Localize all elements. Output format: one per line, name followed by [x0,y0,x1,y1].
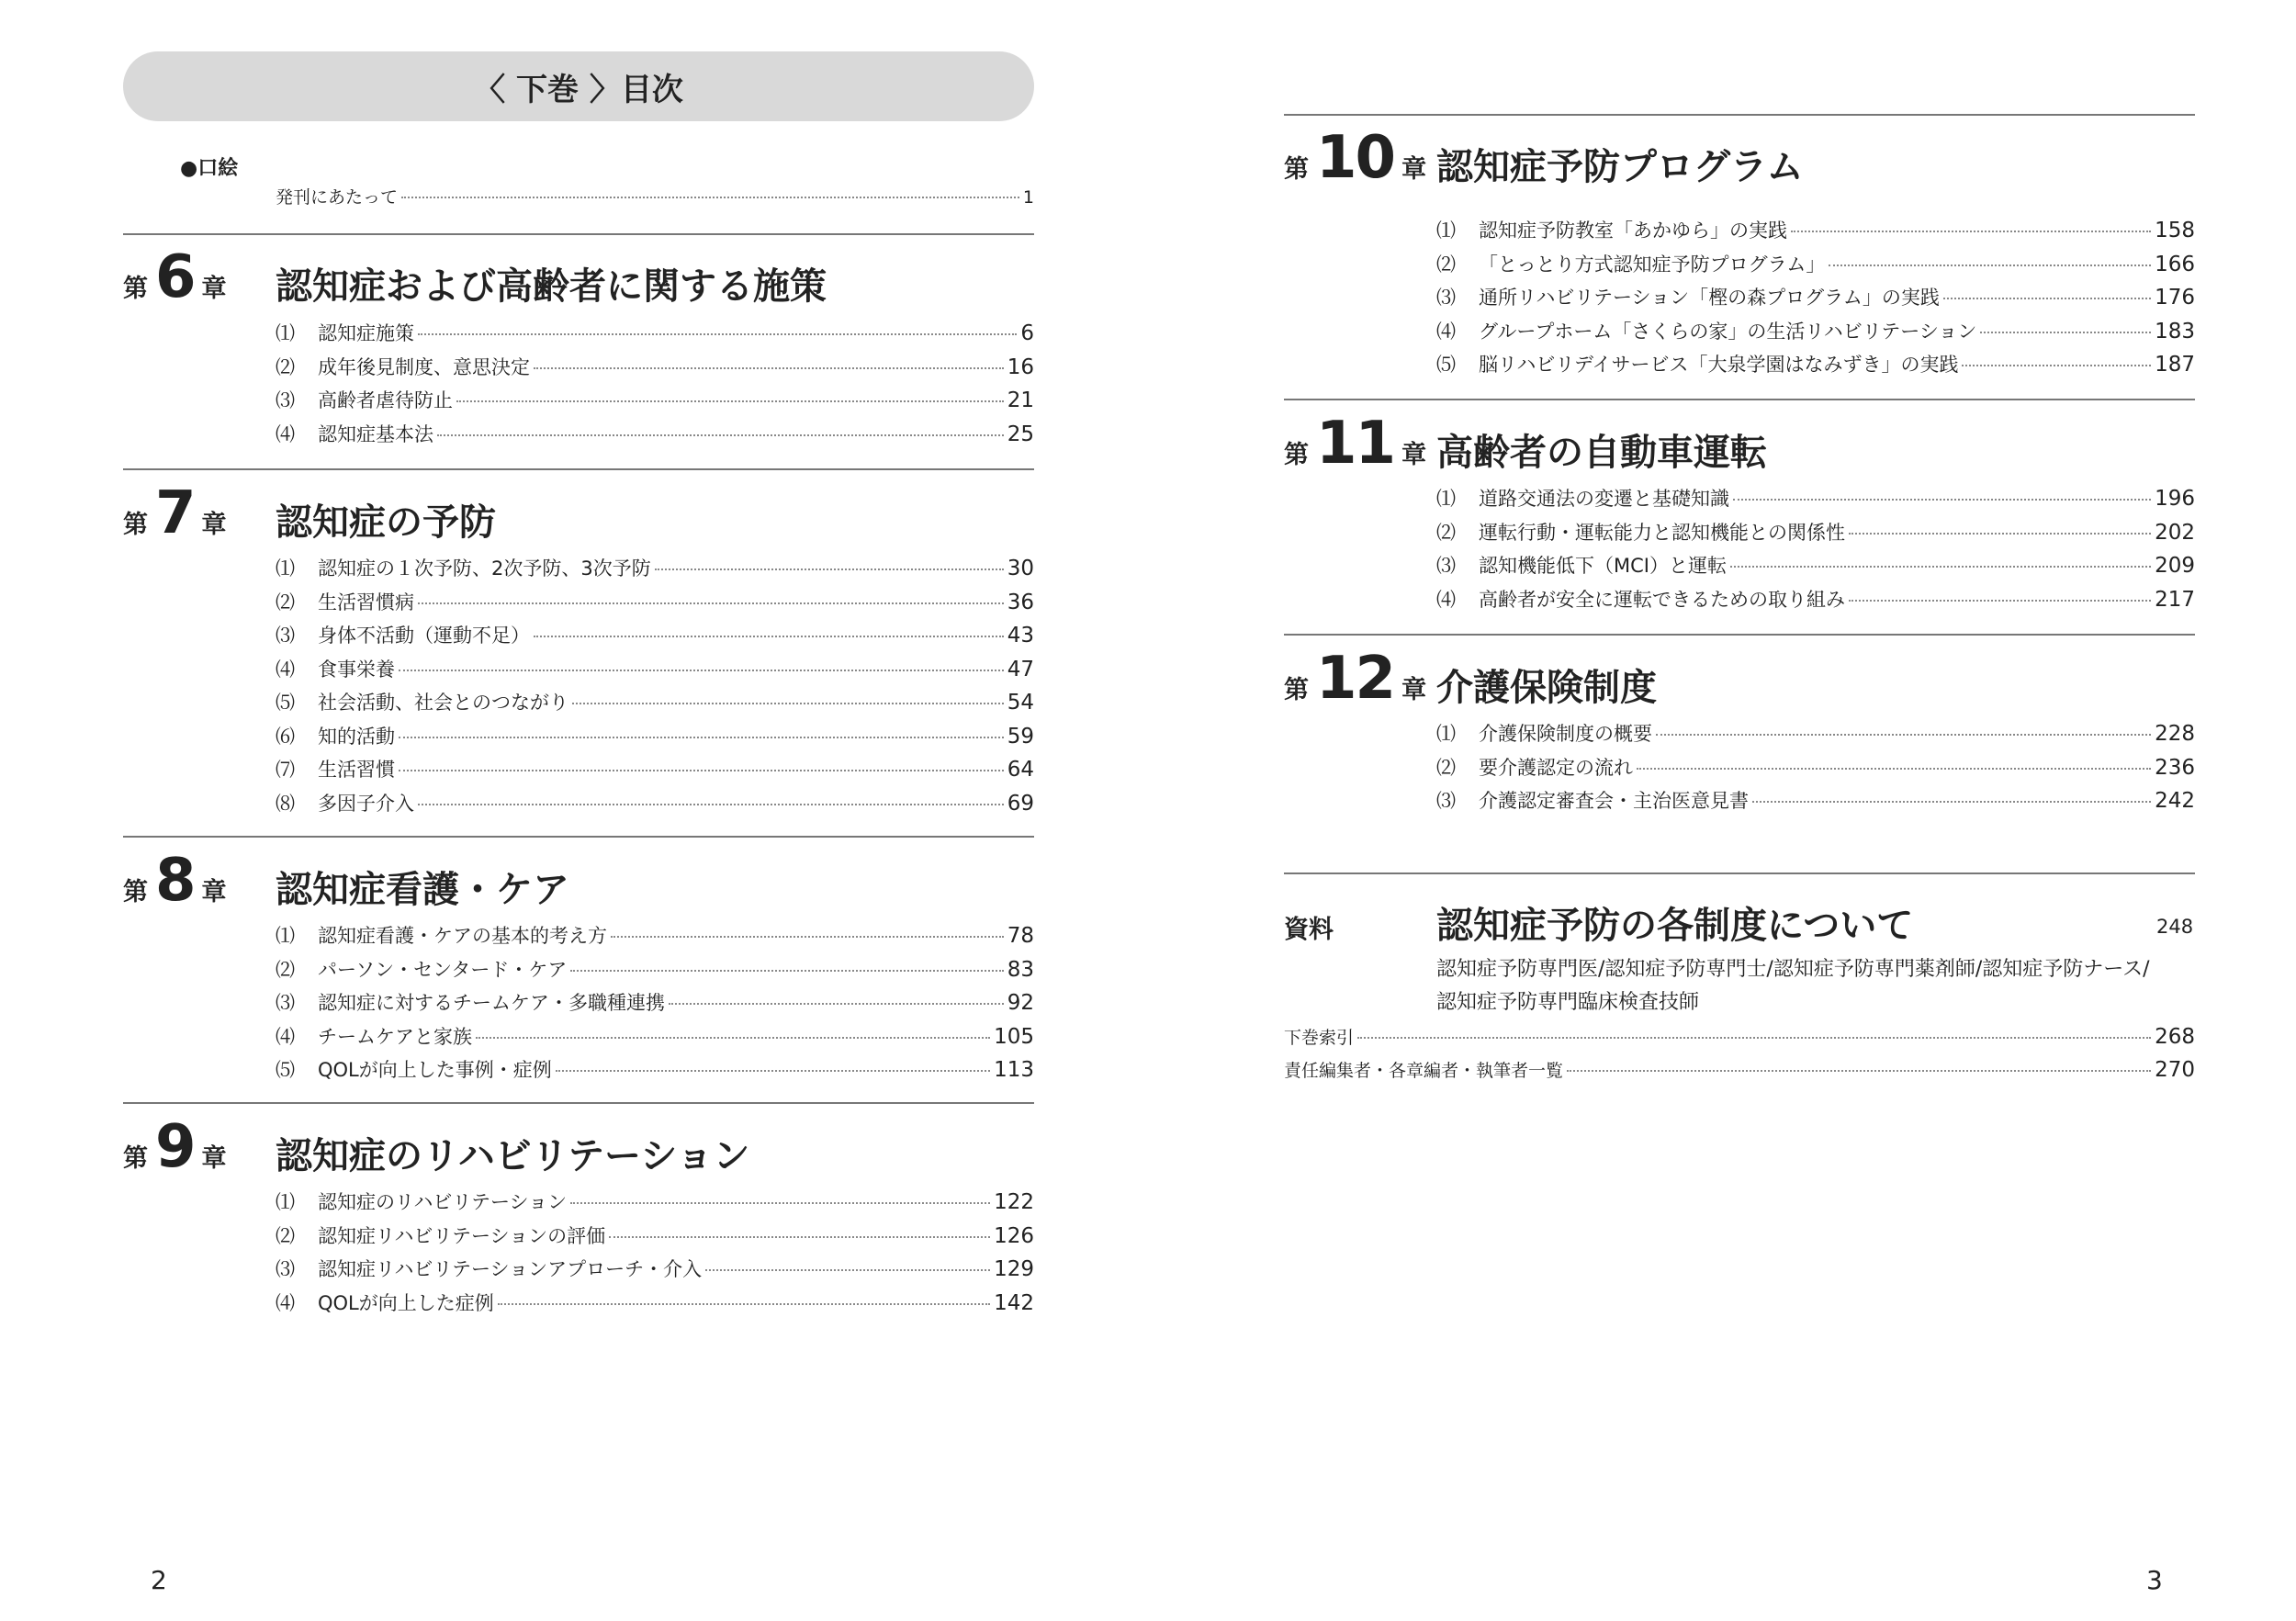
dot-leader [655,568,1004,570]
entry-index: ⑵ [276,959,295,981]
toc-entry[interactable] [276,956,1034,984]
entry-index: ⑵ [276,1225,295,1247]
toc-entry[interactable] [1436,519,2195,546]
toc-entry[interactable] [276,622,1034,649]
entry-title: 認知症に対するチームケア・多職種連携 [318,992,665,1014]
toc-entry[interactable] [1436,754,2195,782]
chapter-suffix: 章 [201,1144,227,1173]
entry-page: 25 [1007,422,1034,446]
toc-entry[interactable] [1436,586,2195,614]
entry-page: 209 [2155,554,2195,578]
entry-page: 64 [1007,758,1034,782]
toc-entry[interactable] [276,790,1034,817]
entry-title: 社会活動、社会とのつながり [318,692,568,714]
entry-title: 知的活動 [318,726,395,748]
entry-index: ⑶ [1436,555,1456,577]
page-number: 2 [151,1565,167,1595]
entry-index: ⑷ [1436,589,1456,611]
entry-page: 105 [994,1025,1034,1049]
dot-leader [1791,231,2151,232]
entry-title: 認知症のリハビリテーション [318,1191,568,1213]
toc-entry[interactable] [276,1222,1034,1250]
entry-title: グループホーム「さくらの家」の生活リハビリテーション [1479,321,1977,343]
chapter-prefix: 第 [1284,155,1309,184]
toc-entry[interactable] [1436,787,2195,815]
dot-leader [498,1303,990,1305]
chapter-title[interactable]: 認知症のリハビリテーション [276,1135,750,1177]
chapter-label [123,243,227,311]
chapter-title[interactable]: 認知症の予防 [276,501,496,544]
dot-leader [1980,332,2151,333]
dot-leader [399,770,1004,771]
dot-leader [1637,768,2151,770]
entry-page: 36 [1007,591,1034,614]
chapter-label [1284,124,1427,192]
entry-title: 認知症施策 [318,322,414,344]
entry-page: 217 [2155,588,2195,612]
entry-index: ⑻ [276,793,295,815]
dot-leader [1829,265,2151,266]
chapter-number: 6 [155,243,195,311]
toc-entry[interactable] [276,723,1034,750]
entry-title: 認知症基本法 [318,423,433,445]
toc-entry[interactable] [276,689,1034,716]
dot-leader [1962,365,2151,366]
chapter-divider [123,1102,1034,1104]
entry-page: 129 [994,1257,1034,1281]
appendix-divider [1284,872,2195,874]
entry-page: 54 [1007,691,1034,715]
dot-leader [1849,533,2151,535]
entry-page: 126 [994,1224,1034,1248]
entry-page: 43 [1007,624,1034,647]
chapter-label [123,479,227,547]
chapter-prefix: 第 [123,511,148,539]
entry-index: ⑷ [276,1026,295,1048]
entry-page: 122 [994,1190,1034,1214]
chapter-divider [1284,399,2195,400]
toc-entry[interactable] [276,555,1034,582]
entry-index: ⑶ [276,389,295,411]
dot-leader [1656,734,2151,736]
toc-entry[interactable] [1436,217,2195,244]
entry-index: ⑺ [276,759,295,781]
entry-page: 69 [1007,792,1034,816]
entry-index: ⑷ [276,1292,295,1314]
dot-leader [456,400,1004,402]
entry-page: 268 [2155,1025,2195,1049]
toc-entry[interactable] [276,656,1034,683]
dot-leader [572,703,1004,704]
entry-page: 59 [1007,725,1034,749]
entry-title: QOLが向上した症例 [318,1292,494,1314]
entry-title: 認知症看護・ケアの基本的考え方 [318,925,607,947]
entry-page: 236 [2155,756,2195,780]
toc-entry[interactable] [1436,351,2195,378]
entry-index: ⑸ [276,1059,295,1081]
entry-page: 47 [1007,658,1034,681]
entry-index: ⑵ [1436,253,1456,276]
dot-leader [476,1037,990,1039]
entry-page: 166 [2155,253,2195,276]
entry-page: 113 [994,1058,1034,1082]
entry-title: 認知症リハビリテーションアプローチ・介入 [318,1258,703,1280]
entry-title: 認知症リハビリテーションの評価 [318,1225,606,1247]
toc-entry[interactable] [276,1056,1034,1084]
entry-index: ⑵ [1436,757,1456,779]
entry-title: QOLが向上した事例・症例 [318,1059,552,1081]
appendix-page: 248 [2156,916,2194,938]
entry-title: パーソン・センタード・ケア [318,959,568,981]
entry-page: 176 [2155,286,2195,310]
entry-index: ⑸ [1436,354,1456,376]
entry-page: 6 [1020,321,1034,345]
entry-index: ⑵ [276,356,295,378]
dot-leader [611,936,1004,938]
entry-title: 食事栄養 [318,659,395,681]
entry-title: 介護認定審査会・主治医意見書 [1479,790,1749,812]
entry-title: 通所リハビリテーション「樫の森プログラム」の実践 [1479,287,1940,309]
entry-title: 介護保険制度の概要 [1479,723,1652,745]
entry-index: ⑸ [276,692,295,714]
entry-index: ⑴ [276,557,295,580]
entry-page: 183 [2155,320,2195,343]
dot-leader [534,367,1004,369]
entry-title: 身体不活動（運動不足） [318,625,530,647]
entry-index: ⑵ [1436,522,1456,544]
chapter-number: 12 [1316,645,1395,713]
right-page [1148,0,2296,1621]
toc-entry-foreword[interactable] [276,184,1034,211]
dot-leader [669,1003,1004,1005]
chapter-title[interactable]: 高齢者の自動車運転 [1436,432,1767,474]
entry-title: 脳リハビリデイサービス「大泉学園はなみずき」の実践 [1479,354,1959,376]
dot-leader [399,737,1004,738]
entry-page: 16 [1007,355,1034,379]
entry-index: ⑶ [276,992,295,1014]
appendix-title[interactable]: 認知症予防の各制度について [1436,905,1914,947]
entry-page: 78 [1007,924,1034,948]
entry-title: 道路交通法の変遷と基礎知識 [1479,488,1729,510]
entry-page: 242 [2155,789,2195,813]
entry-index: ⑷ [276,659,295,681]
appendix-label: 資料 [1284,916,1334,944]
chapter-divider [123,233,1034,235]
entry-index: ⑴ [276,1191,295,1213]
chapter-title[interactable]: 介護保険制度 [1436,667,1657,709]
dot-leader [570,970,1003,972]
chapter-prefix: 第 [1284,441,1309,469]
dot-leader [534,636,1004,637]
entry-title: 発刊にあたって [276,187,399,208]
entry-title: 高齢者が安全に運転できるための取り組み [1479,589,1845,611]
toc-entry[interactable] [276,421,1034,448]
chapter-suffix: 章 [1401,155,1427,184]
entry-page: 187 [2155,353,2195,377]
toc-entry[interactable] [1436,720,2195,748]
dot-leader [570,1202,990,1204]
dot-leader [1357,1037,2151,1039]
chapter-number: 8 [155,847,195,915]
chapter-label [1284,645,1427,713]
toc-entry[interactable] [276,589,1034,616]
toc-header: 〈 下巻 〉目次 [123,51,1034,121]
entry-index: ⑵ [276,591,295,614]
entry-page: 142 [994,1291,1034,1315]
entry-index: ⑴ [1436,220,1456,242]
page-number: 3 [2146,1565,2163,1595]
chapter-title[interactable]: 認知症および高齢者に関する施策 [276,265,827,308]
chapter-suffix: 章 [201,511,227,539]
chapter-label [123,1113,227,1181]
toc-entry[interactable] [276,1188,1034,1216]
dot-leader [1752,801,2151,803]
dot-leader [418,804,1004,805]
entry-title: 認知症の１次予防、2次予防、3次予防 [318,557,651,580]
chapter-number: 7 [155,479,195,547]
entry-page: 228 [2155,722,2195,746]
dot-leader [418,602,1004,604]
entry-page: 30 [1007,557,1034,580]
entry-index: ⑴ [1436,488,1456,510]
entry-title: チームケアと家族 [318,1026,472,1048]
toc-entry[interactable] [276,320,1034,347]
toc-entry[interactable] [276,756,1034,783]
toc-entry[interactable] [1436,318,2195,345]
entry-page: 196 [2155,487,2195,511]
dot-leader [399,670,1004,671]
entry-index: ⑴ [276,925,295,947]
chapter-divider [123,836,1034,838]
appendix-subtitle-line1: 認知症予防専門医/認知症予防専門士/認知症予防専門薬剤師/認知症予防ナース/ [1436,958,2150,981]
chapter-title[interactable]: 認知症看護・ケア [276,869,569,911]
toc-entry[interactable] [1436,552,2195,580]
entry-title: 生活習慣 [318,759,395,781]
toc-entry[interactable] [1436,251,2195,278]
chapter-number: 11 [1316,410,1395,478]
entry-title: 成年後見制度、意思決定 [318,356,530,378]
entry-page: 202 [2155,521,2195,545]
toc-entry-index[interactable] [1284,1023,2195,1052]
dot-leader [556,1070,990,1072]
entry-title: 責任編集者・各章編者・執筆者一覧 [1284,1061,1564,1081]
chapter-divider [1284,634,2195,636]
entry-title: 多因子介入 [318,793,414,815]
entry-title: 高齢者虐待防止 [318,389,453,411]
dot-leader [437,434,1004,436]
dot-leader [705,1269,990,1271]
entry-page: 270 [2155,1058,2195,1082]
chapter-title[interactable]: 認知症予防プログラム [1436,146,1804,188]
entry-page: 1 [1022,187,1034,208]
chapter-suffix: 章 [1401,676,1427,704]
dot-leader [1849,600,2151,602]
entry-title: 認知機能低下（MCI）と運転 [1479,555,1727,577]
entry-index: ⑴ [1436,723,1456,745]
chapter-suffix: 章 [1401,441,1427,469]
chapter-divider [123,468,1034,470]
entry-index: ⑴ [276,322,295,344]
toc-entry[interactable] [1436,485,2195,512]
chapter-label [1284,410,1427,478]
entry-index: ⑶ [1436,790,1456,812]
entry-page: 158 [2155,219,2195,242]
toc-entry[interactable] [276,922,1034,950]
chapter-divider [1284,114,2195,116]
chapter-prefix: 第 [123,1144,148,1173]
entry-title: 要介護認定の流れ [1479,757,1633,779]
entry-index: ⑷ [1436,321,1456,343]
dot-leader [609,1236,990,1238]
chapter-number: 9 [155,1113,195,1181]
entry-index: ⑶ [276,625,295,647]
entry-index: ⑹ [276,726,295,748]
dot-leader [1730,566,2151,568]
dot-leader [401,197,1019,198]
chapter-prefix: 第 [1284,676,1309,704]
toc-entry[interactable] [276,989,1034,1017]
toc-entry[interactable] [1436,284,2195,311]
toc-entry-contributors[interactable] [1284,1056,2195,1085]
chapter-number: 10 [1316,124,1395,192]
toc-entry[interactable] [276,354,1034,381]
entry-title: 「とっとり方式認知症予防プログラム」 [1479,253,1826,276]
entry-page: 83 [1007,958,1034,982]
entry-title: 下巻索引 [1284,1028,1355,1048]
entry-page: 21 [1007,388,1034,412]
entry-index: ⑶ [1436,287,1456,309]
appendix-subtitle-line2: 認知症予防専門臨床検査技師 [1436,991,1700,1014]
entry-index: ⑷ [276,423,295,445]
chapter-label [123,847,227,915]
toc-entry[interactable] [276,1289,1034,1317]
chapter-prefix: 第 [123,878,148,906]
dot-leader [1567,1070,2151,1072]
entry-index: ⑶ [276,1258,295,1280]
chapter-suffix: 章 [201,275,227,303]
entry-title: 運転行動・運転能力と認知機能との関係性 [1479,522,1845,544]
toc-entry[interactable] [276,1023,1034,1051]
entry-page: 92 [1007,991,1034,1015]
chapter-suffix: 章 [201,878,227,906]
dot-leader [1733,499,2151,501]
toc-entry[interactable] [276,1255,1034,1283]
entry-title: 認知症予防教室「あかゆら」の実践 [1479,220,1787,242]
dot-leader [418,333,1017,335]
frontmatter-label: ●口絵 [180,157,239,180]
toc-entry[interactable] [276,387,1034,414]
chapter-prefix: 第 [123,275,148,303]
entry-title: 生活習慣病 [318,591,414,614]
dot-leader [1943,298,2151,299]
